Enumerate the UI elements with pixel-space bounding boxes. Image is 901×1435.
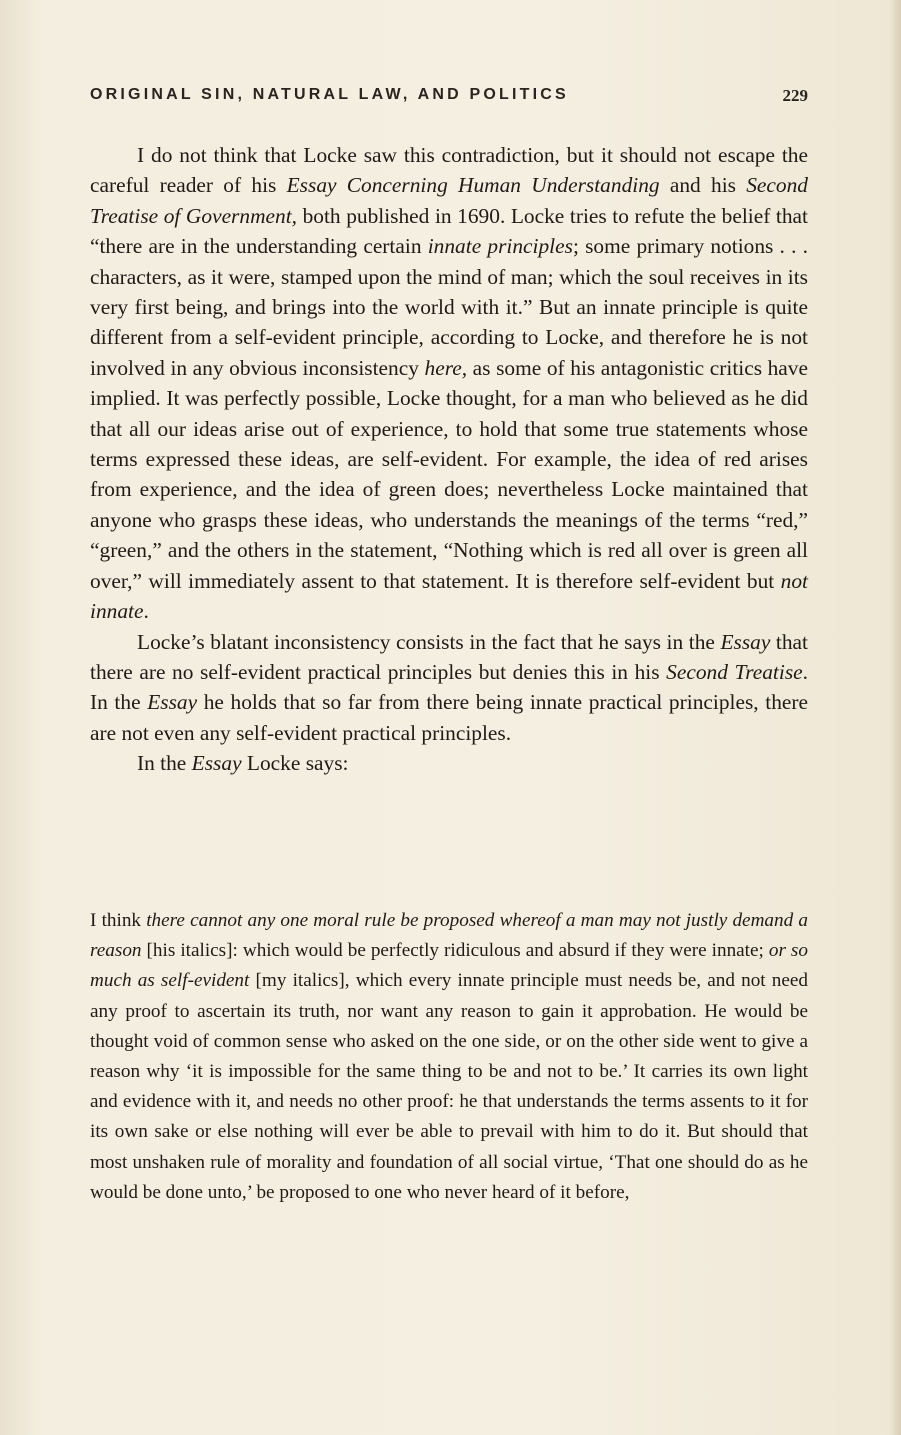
text-run: Locke says: xyxy=(241,751,349,776)
italic-run: not innate xyxy=(90,568,808,624)
text-run: [his italics]: which would be perfectly ridiculous and absurd if they were innate; xyxy=(141,940,769,962)
body-text xyxy=(90,140,808,779)
paragraph-1 xyxy=(90,140,808,627)
text-run: In the xyxy=(137,751,192,776)
text-run: [my italics], which every innate principle must needs be, and not need any proof to ascertain its truth, nor want any reason to gain it approbation. He would be thought void of common sense who asked on the one side, or on the other side went to give a reason why ‘it is impossible for the same thing to be and not to be.’ It carries its own light and evidence with it, and needs no other proof: he that understands the terms assents to it for its own sake or else nothing will ever be able to prevail with him to do it. But should that most unshaken rule of morality and foundation of all social virtue, ‘That one should do as he would be done unto,’ be proposed to one who never heard of it before, xyxy=(90,970,808,1203)
italic-run: Essay xyxy=(720,629,771,654)
italic-run: Second Treatise xyxy=(666,659,803,684)
italic-run: here, xyxy=(424,355,468,380)
italic-run: there cannot any one moral rule be proposed whereof a man may not justly demand a reason xyxy=(90,910,808,962)
text-run: that there are no self-evident practical principles but denies this in his xyxy=(90,629,808,684)
running-title: ORIGINAL SIN, NATURAL LAW, AND POLITICS xyxy=(90,86,569,103)
page-edge xyxy=(889,0,901,1435)
quote-paragraph xyxy=(90,906,808,1208)
text-run: as some of his antagonistic critics have implied. It was perfectly possible, Locke thought, for a man who believed as he did that all our ideas arise out of experience, to hold that some true statements whose terms expressed these ideas, are self-evident. For example, the idea of red arises from experience, and the idea of green does; nevertheless Locke maintained that anyone who grasps these ideas, who understands the meanings of the terms “red,” “green,” and the others in the statement, “Nothing which is red all over is green all over,” will immediately assent to that statement. It is therefore self-evident but xyxy=(90,355,808,593)
text-run: both published in 1690. Locke tries to refute the belief that “there are in the understanding certain xyxy=(90,203,808,259)
italic-run: Essay xyxy=(147,690,198,715)
paragraph-3 xyxy=(90,748,808,778)
text-run: ; some primary notions . . . characters, as it were, stamped upon the mind of man; which the soul receives in its very first being, and brings into the world with it.” But an innate principle is quite different from a self-evident principle, according to Locke, and therefore he is not involved in any obvious inconsistency xyxy=(90,234,809,380)
paragraph-2 xyxy=(90,627,808,749)
text-run: I think xyxy=(90,910,147,931)
italic-run: or so much as self-evident xyxy=(90,940,808,992)
text-run: I do not think that Locke saw this contradiction, but it should not escape the careful reader of his xyxy=(90,143,808,198)
text-run: Locke’s blatant inconsistency consists in the fact that he says in the xyxy=(137,629,721,654)
text-run: and his xyxy=(659,173,747,198)
running-head xyxy=(90,86,808,110)
italic-run: Second Treatise of Government, xyxy=(90,173,809,228)
page-number: 229 xyxy=(782,86,808,105)
text-run: he holds that so far from there being innate practical principles, there are not even any self-evident practical principles. xyxy=(90,690,808,745)
italic-run: Essay xyxy=(191,751,242,776)
text-run: . xyxy=(143,599,149,624)
block-quote xyxy=(90,906,808,1208)
italic-run: Essay Concerning Human Understanding xyxy=(286,173,660,198)
italic-run: innate principles xyxy=(427,234,573,259)
text-run: . In the xyxy=(90,659,808,715)
